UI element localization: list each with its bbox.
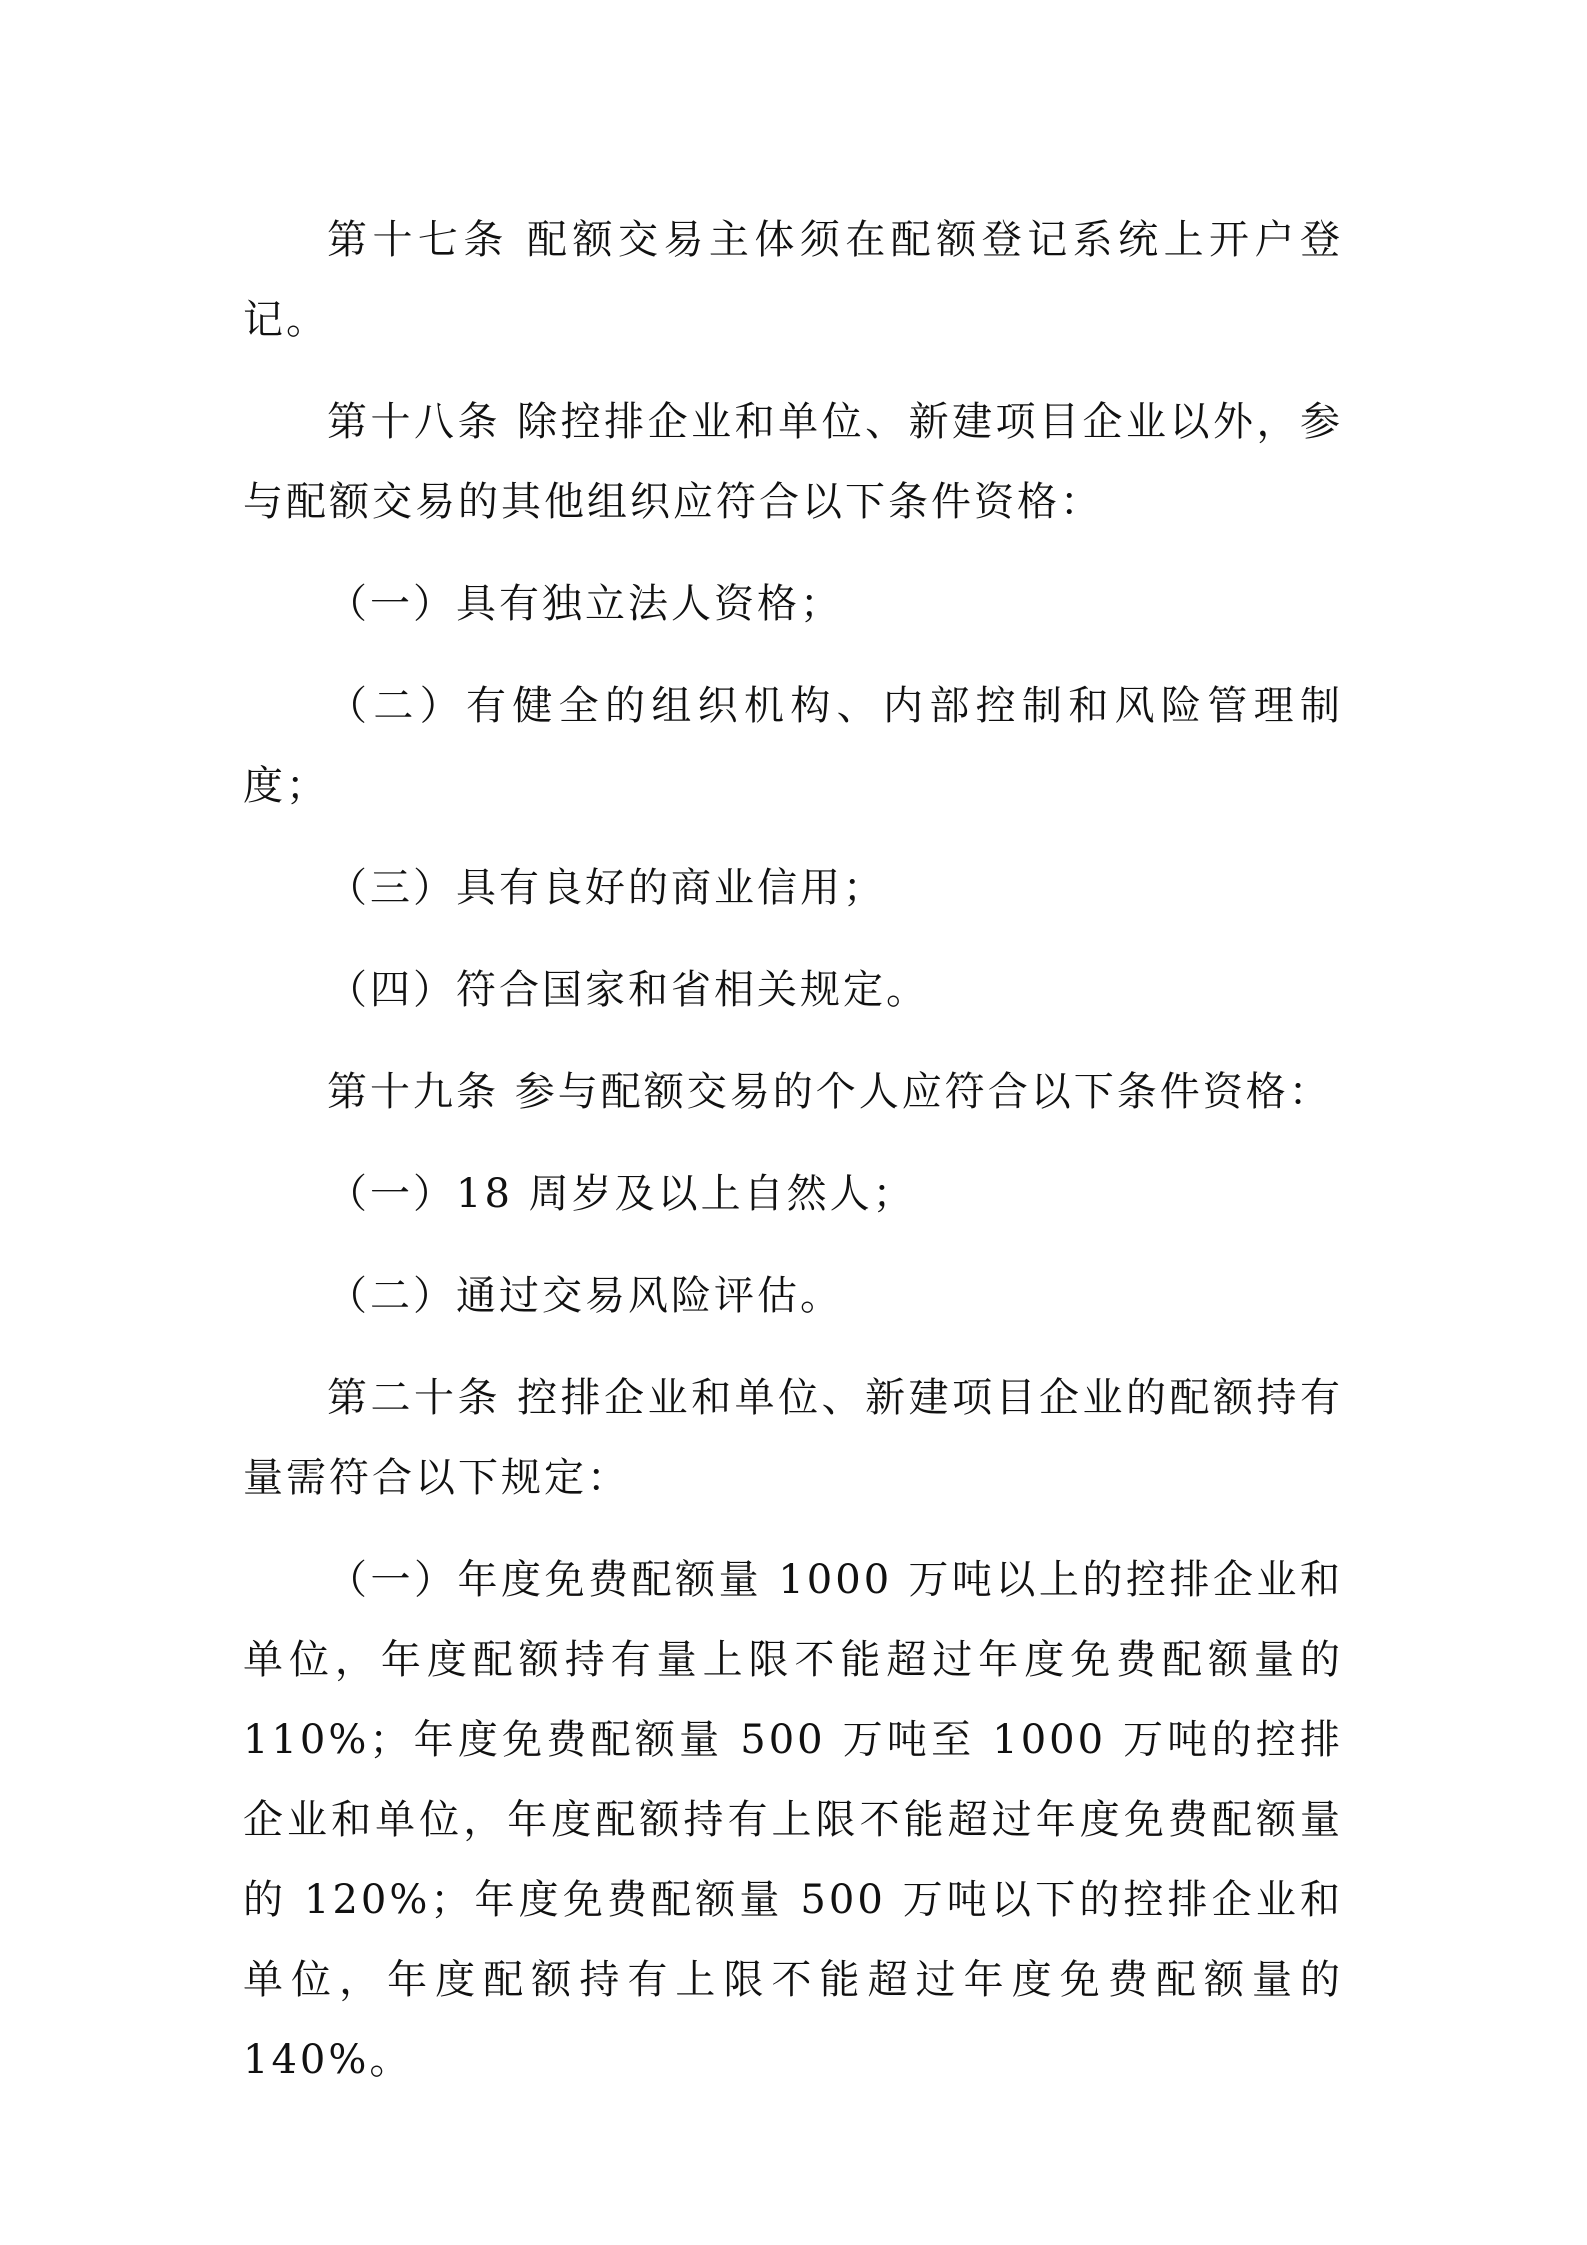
article-18-item-2: （二）有健全的组织机构、内部控制和风险管理制度； <box>243 683 1343 809</box>
article-18-item-4: （四）符合国家和省相关规定。 <box>327 967 929 1013</box>
document-body <box>243 200 1343 2100</box>
article-20-item-1: （一）年度免费配额量 1000 万吨以上的控排企业和单位，年度配额持有量上限不能超过年度免费配额量的 110%；年度免费配额量 500 万吨至 1000 万吨的控排企业和单位，年度配额持有上限不能超过年度免费配额量的 120%；年度免费配额量 500 万吨以下的控排企业和单位，年度配额持有上限不能超过年度免费配额量的 140%。 <box>243 1557 1343 2083</box>
article-19-paragraph: 第十九条 参与配额交易的个人应符合以下条件资格： <box>327 1069 1332 1115</box>
article-17-paragraph: 第十七条 配额交易主体须在配额登记系统上开户登记。 <box>243 217 1343 343</box>
article-19-item-1: （一）18 周岁及以上自然人； <box>327 1171 916 1217</box>
article-18-item-1: （一）具有独立法人资格； <box>327 581 843 627</box>
article-18-paragraph: 第十八条 除控排企业和单位、新建项目企业以外，参与配额交易的其他组织应符合以下条件资格： <box>243 399 1343 525</box>
article-18-item-3: （三）具有良好的商业信用； <box>327 865 886 911</box>
article-19-item-2: （二）通过交易风险评估。 <box>327 1273 843 1319</box>
article-20-paragraph: 第二十条 控排企业和单位、新建项目企业的配额持有量需符合以下规定： <box>243 1375 1343 1501</box>
